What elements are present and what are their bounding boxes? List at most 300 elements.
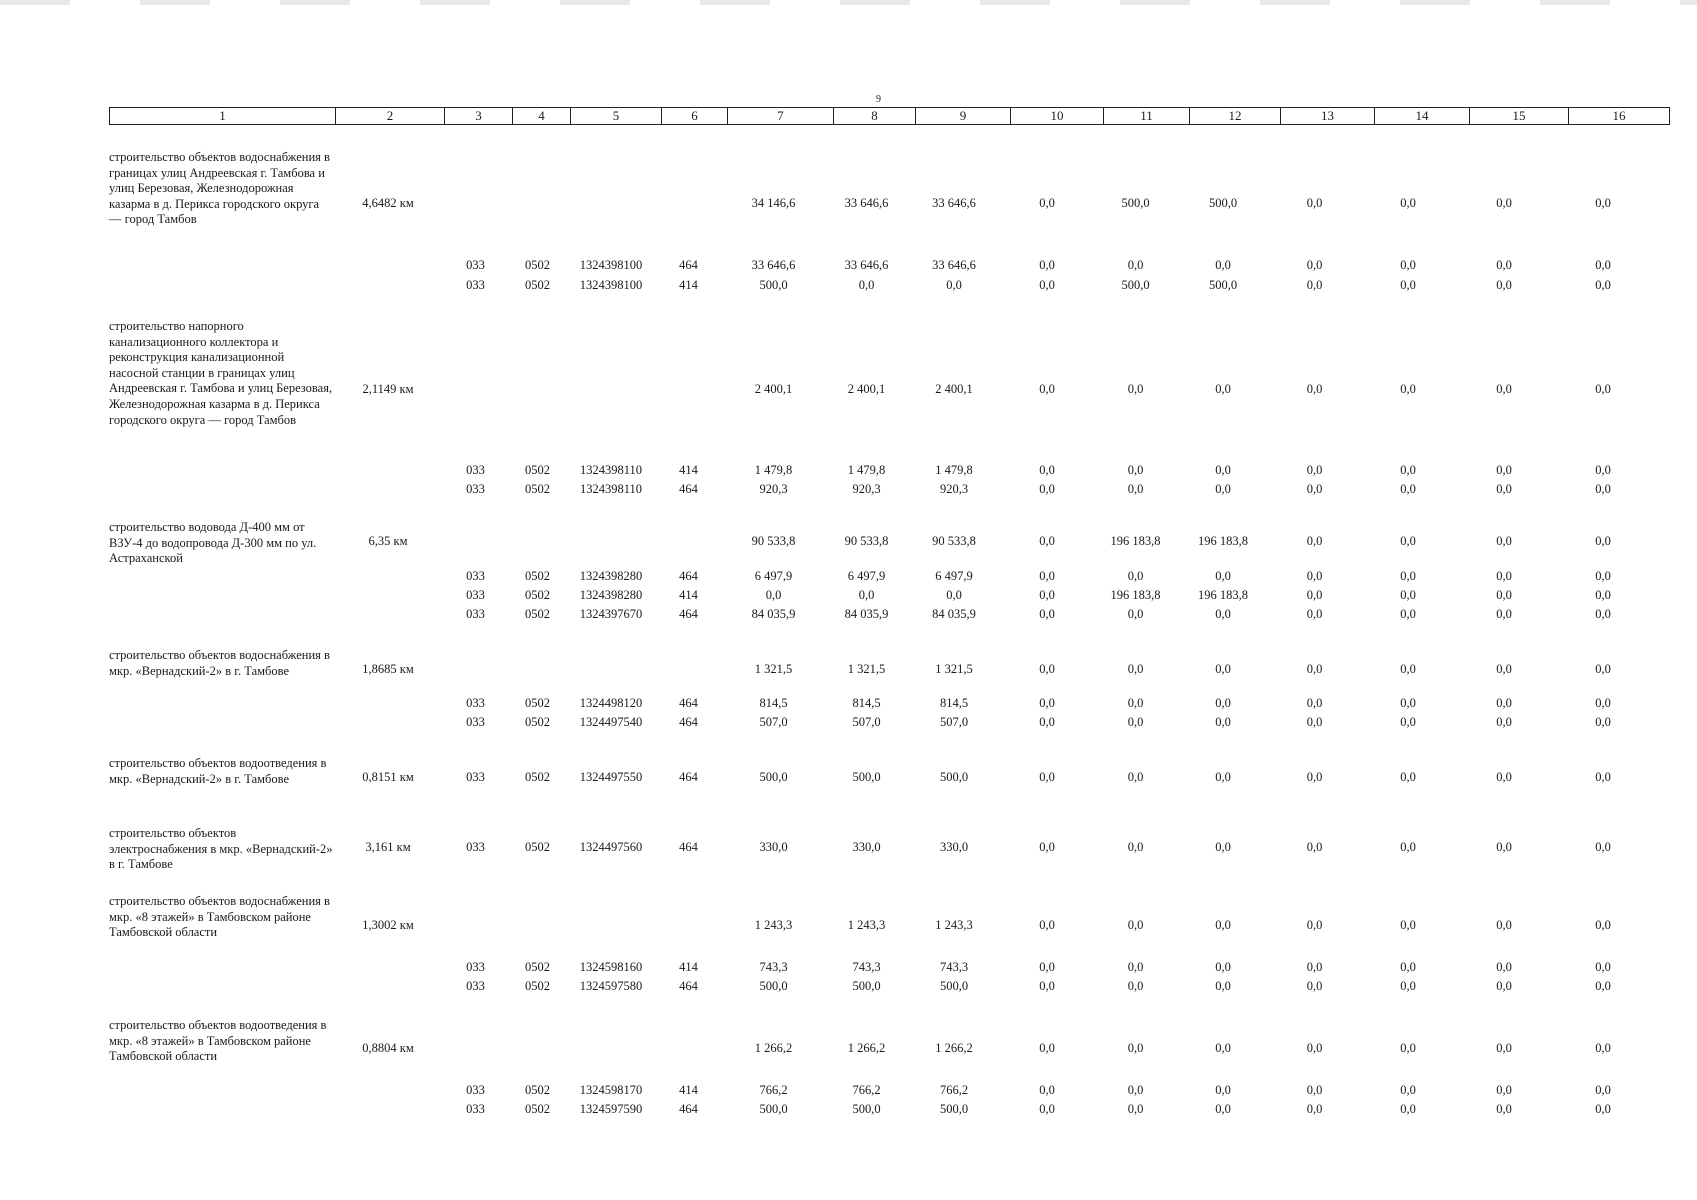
- total-value: 0,0: [1400, 662, 1416, 676]
- row-value: 0,0: [1127, 258, 1144, 272]
- total-value: 0,0: [1127, 382, 1144, 396]
- object-length: 1,8685 км: [362, 662, 414, 676]
- row-value: 0,0: [1039, 588, 1055, 602]
- row-value: 330,0: [759, 840, 788, 854]
- row-value: 500,0: [852, 979, 881, 993]
- total-value: 0,0: [1039, 196, 1055, 210]
- total-value: 0,0: [1400, 534, 1416, 548]
- row-value: 0,0: [858, 278, 875, 292]
- row-value: 0,0: [1496, 696, 1512, 710]
- object-name: строительство объектов электроснабжения в мкр. «Вернадский-2» в г. Тамбове: [109, 826, 333, 872]
- row-value: 0502: [525, 979, 550, 993]
- total-value: 0,0: [1400, 196, 1416, 210]
- row-value: 0,0: [1127, 770, 1144, 784]
- row-value: 500,0: [939, 979, 969, 993]
- object-length: 0,8151 км: [362, 770, 414, 784]
- total-value: 196 183,8: [1198, 534, 1248, 548]
- row-value: 033: [466, 770, 485, 784]
- row-value: 0,0: [1215, 960, 1231, 974]
- row-value: 0502: [525, 770, 550, 784]
- column-header: 9: [916, 108, 1011, 125]
- row-value: 0,0: [1039, 840, 1055, 854]
- row-value: 0,0: [1306, 607, 1323, 621]
- row-value: 0,0: [1595, 979, 1611, 993]
- row-value: 0,0: [1306, 696, 1323, 710]
- row-value: 814,5: [852, 696, 881, 710]
- row-value: 0,0: [1215, 715, 1231, 729]
- row-value: 0502: [525, 1083, 550, 1097]
- object-length: 0,8804 км: [362, 1041, 414, 1055]
- total-value: 0,0: [1496, 382, 1512, 396]
- row-value: 0,0: [1039, 696, 1055, 710]
- row-value: 0,0: [1400, 588, 1416, 602]
- total-value: 0,0: [1400, 918, 1416, 932]
- row-value: 743,3: [852, 960, 881, 974]
- row-value: 0502: [525, 960, 550, 974]
- row-value: 0,0: [858, 588, 875, 602]
- total-value: 0,0: [1306, 382, 1323, 396]
- object-name: строительство объектов водоснабжения в мкр. «8 этажей» в Тамбовском районе Тамбовской области: [109, 894, 330, 940]
- total-value: 0,0: [1306, 196, 1323, 210]
- row-value: 0,0: [1215, 1083, 1231, 1097]
- row-value: 0,0: [1039, 770, 1055, 784]
- row-value: 0,0: [1215, 482, 1231, 496]
- total-value: 0,0: [1215, 1041, 1231, 1055]
- row-value: 814,5: [939, 696, 969, 710]
- row-value: 0,0: [1400, 482, 1416, 496]
- row-value: 0,0: [1400, 569, 1416, 583]
- row-value: 6 497,9: [935, 569, 973, 583]
- row-value: 0,0: [1306, 482, 1323, 496]
- row-value: 0,0: [1306, 715, 1323, 729]
- scan-edge: [0, 0, 1697, 5]
- row-value: 0,0: [1496, 278, 1512, 292]
- row-value: 033: [466, 463, 485, 477]
- row-value: 0,0: [1127, 1083, 1144, 1097]
- object-length: 6,35 км: [368, 534, 408, 548]
- row-value: 0,0: [1496, 463, 1512, 477]
- row-value: 0,0: [1595, 770, 1611, 784]
- row-value: 0,0: [1039, 715, 1055, 729]
- row-value: 464: [679, 696, 698, 710]
- row-value: 0,0: [1595, 715, 1611, 729]
- page-number: 9: [876, 94, 881, 105]
- total-value: 0,0: [1595, 534, 1611, 548]
- total-value: 500,0: [1121, 196, 1150, 210]
- column-header: 7: [728, 108, 834, 125]
- total-value: 33 646,6: [844, 196, 889, 210]
- total-value: 90 533,8: [844, 534, 889, 548]
- total-value: 0,0: [1496, 534, 1512, 548]
- total-value: 0,0: [1127, 662, 1144, 676]
- row-value: 0,0: [1496, 588, 1512, 602]
- total-value: 90 533,8: [751, 534, 796, 548]
- row-value: 0,0: [1215, 569, 1231, 583]
- column-header: 5: [571, 108, 662, 125]
- total-value: 0,0: [1400, 1041, 1416, 1055]
- row-value: 0,0: [1306, 1102, 1323, 1116]
- row-value: 0502: [525, 607, 550, 621]
- total-value: 1 243,3: [935, 918, 973, 932]
- row-value: 0,0: [1215, 696, 1231, 710]
- row-value: 0,0: [1595, 278, 1611, 292]
- row-value: 1324498120: [579, 696, 643, 710]
- row-value: 500,0: [759, 1102, 788, 1116]
- row-value: 0,0: [1306, 840, 1323, 854]
- total-value: 0,0: [1127, 1041, 1144, 1055]
- row-value: 0,0: [1127, 960, 1144, 974]
- row-value: 0,0: [1595, 696, 1611, 710]
- row-value: 0,0: [1496, 840, 1512, 854]
- row-value: 1 479,8: [754, 463, 793, 477]
- row-value: 0,0: [1595, 463, 1611, 477]
- row-value: 464: [679, 715, 698, 729]
- row-value: 500,0: [759, 278, 788, 292]
- row-value: 0,0: [1306, 979, 1323, 993]
- row-value: 0,0: [1127, 607, 1144, 621]
- total-value: 2 400,1: [935, 382, 973, 396]
- row-value: 0,0: [1215, 1102, 1231, 1116]
- row-value: 500,0: [1208, 278, 1238, 292]
- row-value: 1324597590: [579, 1102, 643, 1116]
- row-value: 033: [466, 960, 485, 974]
- row-value: 0,0: [1496, 569, 1512, 583]
- total-value: 33 646,6: [932, 196, 976, 210]
- row-value: 766,2: [852, 1083, 881, 1097]
- total-value: 0,0: [1215, 918, 1231, 932]
- row-value: 0,0: [1595, 569, 1611, 583]
- total-value: 0,0: [1595, 196, 1611, 210]
- row-value: 033: [466, 715, 485, 729]
- row-value: 0,0: [1400, 696, 1416, 710]
- row-value: 0,0: [1215, 607, 1231, 621]
- total-value: 1 321,5: [847, 662, 886, 676]
- row-value: 464: [679, 607, 698, 621]
- row-value: 507,0: [759, 715, 788, 729]
- row-value: 500,0: [1121, 278, 1150, 292]
- row-value: 196 183,8: [1198, 588, 1248, 602]
- row-value: 0,0: [1400, 1083, 1416, 1097]
- object-name: строительство водовода Д-400 мм от ВЗУ-4 до водопровода Д-300 мм по ул. Астраханской: [109, 520, 317, 566]
- total-value: 500,0: [1208, 196, 1238, 210]
- column-header: 1: [110, 108, 336, 125]
- row-value: 0502: [525, 588, 550, 602]
- total-value: 0,0: [1496, 662, 1512, 676]
- row-value: 414: [679, 463, 698, 477]
- row-value: 0,0: [1496, 482, 1512, 496]
- row-value: 0,0: [1306, 588, 1323, 602]
- row-value: 414: [679, 278, 698, 292]
- row-value: 1324398110: [579, 482, 643, 496]
- row-value: 0,0: [1400, 840, 1416, 854]
- row-value: 0,0: [1400, 463, 1416, 477]
- row-value: 0,0: [1306, 463, 1323, 477]
- row-value: 33 646,6: [844, 258, 889, 272]
- column-header: 11: [1104, 108, 1190, 125]
- column-header: 15: [1470, 108, 1569, 125]
- row-value: 500,0: [852, 770, 881, 784]
- row-value: 0,0: [1496, 1083, 1512, 1097]
- row-value: 0,0: [1127, 696, 1144, 710]
- row-value: 0,0: [1127, 569, 1144, 583]
- row-value: 0,0: [946, 588, 962, 602]
- row-value: 6 497,9: [847, 569, 886, 583]
- row-value: 0,0: [1215, 258, 1231, 272]
- row-value: 500,0: [759, 979, 788, 993]
- row-value: 330,0: [939, 840, 969, 854]
- column-header: 14: [1375, 108, 1470, 125]
- row-value: 0,0: [1496, 715, 1512, 729]
- row-value: 33 646,6: [751, 258, 796, 272]
- row-value: 033: [466, 569, 485, 583]
- row-value: 6 497,9: [754, 569, 793, 583]
- column-header: 2: [336, 108, 445, 125]
- row-value: 414: [679, 960, 698, 974]
- row-value: 0,0: [1595, 840, 1611, 854]
- row-value: 0502: [525, 715, 550, 729]
- total-value: 0,0: [1306, 534, 1323, 548]
- row-value: 33 646,6: [932, 258, 976, 272]
- row-value: 500,0: [852, 1102, 881, 1116]
- row-value: 0,0: [1400, 1102, 1416, 1116]
- total-value: 0,0: [1306, 1041, 1323, 1055]
- total-value: 90 533,8: [932, 534, 976, 548]
- total-value: 2 400,1: [754, 382, 793, 396]
- total-value: 34 146,6: [751, 196, 796, 210]
- total-value: 0,0: [1595, 382, 1611, 396]
- row-value: 1324497540: [579, 715, 643, 729]
- row-value: 507,0: [939, 715, 969, 729]
- total-value: 0,0: [1215, 382, 1231, 396]
- row-value: 84 035,9: [844, 607, 889, 621]
- row-value: 0502: [525, 278, 550, 292]
- row-value: 464: [679, 840, 698, 854]
- row-value: 0,0: [1496, 607, 1512, 621]
- total-value: 0,0: [1306, 662, 1323, 676]
- row-value: 0502: [525, 258, 550, 272]
- row-value: 0,0: [1039, 569, 1055, 583]
- row-value: 0502: [525, 463, 550, 477]
- object-length: 4,6482 км: [362, 196, 414, 210]
- row-value: 0,0: [1306, 278, 1323, 292]
- row-value: 0,0: [1127, 1102, 1144, 1116]
- row-value: 0,0: [1496, 1102, 1512, 1116]
- row-value: 0,0: [1595, 1102, 1611, 1116]
- row-value: 0,0: [1400, 979, 1416, 993]
- row-value: 033: [466, 278, 485, 292]
- column-header: 16: [1569, 108, 1670, 125]
- row-value: 464: [679, 258, 698, 272]
- row-value: 0,0: [1400, 278, 1416, 292]
- row-value: 0,0: [1039, 258, 1055, 272]
- row-value: 033: [466, 696, 485, 710]
- total-value: 0,0: [1039, 382, 1055, 396]
- row-value: 0,0: [1127, 979, 1144, 993]
- object-name: строительство объектов водоотведения в мкр. «8 этажей» в Тамбовском районе Тамбовской области: [109, 1018, 327, 1064]
- row-value: 1324598170: [579, 1083, 643, 1097]
- row-value: 464: [679, 770, 698, 784]
- row-value: 0,0: [1039, 278, 1055, 292]
- row-value: 0,0: [1400, 258, 1416, 272]
- row-value: 0,0: [1595, 1083, 1611, 1097]
- object-name: строительство объектов водоснабжения в границах улиц Андреевская г. Тамбова и улиц Березовая, Железнодорожная казарма в д. Перикса городского округа — город Тамбов: [109, 150, 330, 227]
- row-value: 766,2: [939, 1083, 969, 1097]
- row-value: 033: [466, 607, 485, 621]
- row-value: 0,0: [1496, 258, 1512, 272]
- row-value: 1324398110: [579, 463, 643, 477]
- row-value: 0,0: [1496, 979, 1512, 993]
- row-value: 0,0: [1595, 588, 1611, 602]
- total-value: 0,0: [1039, 1041, 1055, 1055]
- row-value: 033: [466, 1102, 485, 1116]
- column-header: 13: [1281, 108, 1375, 125]
- row-value: 0,0: [1400, 607, 1416, 621]
- row-value: 0,0: [1039, 482, 1055, 496]
- row-value: 1324398100: [579, 278, 643, 292]
- object-name: строительство напорного канализационного коллектора и реконструкция канализационной насосной станции в границах улиц Андреевская г. Тамбова и улиц Березовая, Железнодорожная казарма в д. Перикса городского округа — город Тамбов: [109, 319, 333, 427]
- total-value: 0,0: [1595, 662, 1611, 676]
- object-name: строительство объектов водоотведения в мкр. «Вернадский-2» в г. Тамбове: [109, 756, 327, 786]
- row-value: 1324398100: [579, 258, 643, 272]
- row-value: 0502: [525, 569, 550, 583]
- column-header: 10: [1011, 108, 1104, 125]
- row-value: 196 183,8: [1110, 588, 1161, 602]
- total-value: 0,0: [1400, 382, 1416, 396]
- row-value: 1324397670: [579, 607, 643, 621]
- row-value: 1 479,8: [847, 463, 886, 477]
- total-value: 0,0: [1496, 196, 1512, 210]
- row-value: 920,3: [939, 482, 969, 496]
- row-value: 0,0: [1039, 960, 1055, 974]
- row-value: 920,3: [852, 482, 881, 496]
- row-value: 033: [466, 588, 485, 602]
- total-value: 0,0: [1306, 918, 1323, 932]
- row-value: 0,0: [1039, 607, 1055, 621]
- total-value: 0,0: [1039, 918, 1055, 932]
- row-value: 0,0: [1400, 715, 1416, 729]
- row-value: 0,0: [1306, 258, 1323, 272]
- row-value: 743,3: [939, 960, 969, 974]
- row-value: 84 035,9: [932, 607, 976, 621]
- row-value: 0,0: [765, 588, 782, 602]
- row-value: 0,0: [1215, 463, 1231, 477]
- total-value: 0,0: [1215, 662, 1231, 676]
- row-value: 033: [466, 840, 485, 854]
- object-name: строительство объектов водоснабжения в мкр. «Вернадский-2» в г. Тамбове: [109, 648, 330, 678]
- row-value: 0,0: [1039, 1083, 1055, 1097]
- total-value: 1 266,2: [754, 1041, 793, 1055]
- column-number-header: [109, 107, 1670, 125]
- row-value: 0502: [525, 482, 550, 496]
- row-value: 1324597580: [579, 979, 643, 993]
- row-value: 1324598160: [579, 960, 643, 974]
- column-header: 6: [662, 108, 728, 125]
- row-value: 0,0: [1127, 715, 1144, 729]
- column-header: 12: [1190, 108, 1281, 125]
- total-value: 0,0: [1595, 918, 1611, 932]
- total-value: 2 400,1: [847, 382, 886, 396]
- total-value: 196 183,8: [1110, 534, 1161, 548]
- object-length: 1,3002 км: [362, 918, 414, 932]
- row-value: 414: [679, 588, 698, 602]
- row-value: 033: [466, 258, 485, 272]
- row-value: 0,0: [946, 278, 962, 292]
- row-value: 1 479,8: [935, 463, 973, 477]
- row-value: 0,0: [1306, 1083, 1323, 1097]
- row-value: 330,0: [852, 840, 881, 854]
- row-value: 0,0: [1215, 770, 1231, 784]
- row-value: 0,0: [1496, 770, 1512, 784]
- row-value: 0,0: [1306, 569, 1323, 583]
- row-value: 1324497560: [579, 840, 643, 854]
- row-value: 0,0: [1400, 960, 1416, 974]
- row-value: 1324398280: [579, 569, 643, 583]
- row-value: 0,0: [1595, 258, 1611, 272]
- object-length: 3,161 км: [365, 840, 411, 854]
- total-value: 0,0: [1127, 918, 1144, 932]
- row-value: 0,0: [1127, 482, 1144, 496]
- column-header: 3: [445, 108, 513, 125]
- row-value: 033: [466, 979, 485, 993]
- row-value: 0,0: [1215, 840, 1231, 854]
- total-value: 1 321,5: [754, 662, 793, 676]
- row-value: 414: [679, 1083, 698, 1097]
- row-value: 0,0: [1127, 463, 1144, 477]
- row-value: 0,0: [1039, 979, 1055, 993]
- object-length: 2,1149 км: [362, 382, 414, 396]
- total-value: 0,0: [1595, 1041, 1611, 1055]
- total-value: 1 243,3: [754, 918, 793, 932]
- row-value: 0502: [525, 840, 550, 854]
- row-value: 0,0: [1039, 1102, 1055, 1116]
- row-value: 766,2: [759, 1083, 788, 1097]
- total-value: 1 321,5: [935, 662, 973, 676]
- row-value: 1324398280: [579, 588, 643, 602]
- row-value: 033: [466, 1083, 485, 1097]
- column-header: 4: [513, 108, 571, 125]
- total-value: 0,0: [1039, 534, 1055, 548]
- row-value: 0,0: [1400, 770, 1416, 784]
- row-value: 464: [679, 482, 698, 496]
- total-value: 1 243,3: [847, 918, 886, 932]
- row-value: 0,0: [1595, 607, 1611, 621]
- row-value: 507,0: [852, 715, 881, 729]
- row-value: 500,0: [939, 1102, 969, 1116]
- row-value: 033: [466, 482, 485, 496]
- row-value: 0,0: [1496, 960, 1512, 974]
- total-value: 0,0: [1496, 1041, 1512, 1055]
- row-value: 0,0: [1306, 960, 1323, 974]
- column-header: 8: [834, 108, 916, 125]
- row-value: 0,0: [1595, 482, 1611, 496]
- row-value: 0502: [525, 1102, 550, 1116]
- row-value: 743,3: [759, 960, 788, 974]
- row-value: 0,0: [1306, 770, 1323, 784]
- row-value: 464: [679, 569, 698, 583]
- row-value: 464: [679, 1102, 698, 1116]
- row-value: 0,0: [1039, 463, 1055, 477]
- row-value: 1324497550: [579, 770, 643, 784]
- total-value: 1 266,2: [935, 1041, 973, 1055]
- row-value: 814,5: [759, 696, 788, 710]
- row-value: 920,3: [759, 482, 788, 496]
- row-value: 500,0: [759, 770, 788, 784]
- row-value: 0,0: [1215, 979, 1231, 993]
- row-value: 500,0: [939, 770, 969, 784]
- total-value: 0,0: [1039, 662, 1055, 676]
- row-value: 464: [679, 979, 698, 993]
- row-value: 0,0: [1127, 840, 1144, 854]
